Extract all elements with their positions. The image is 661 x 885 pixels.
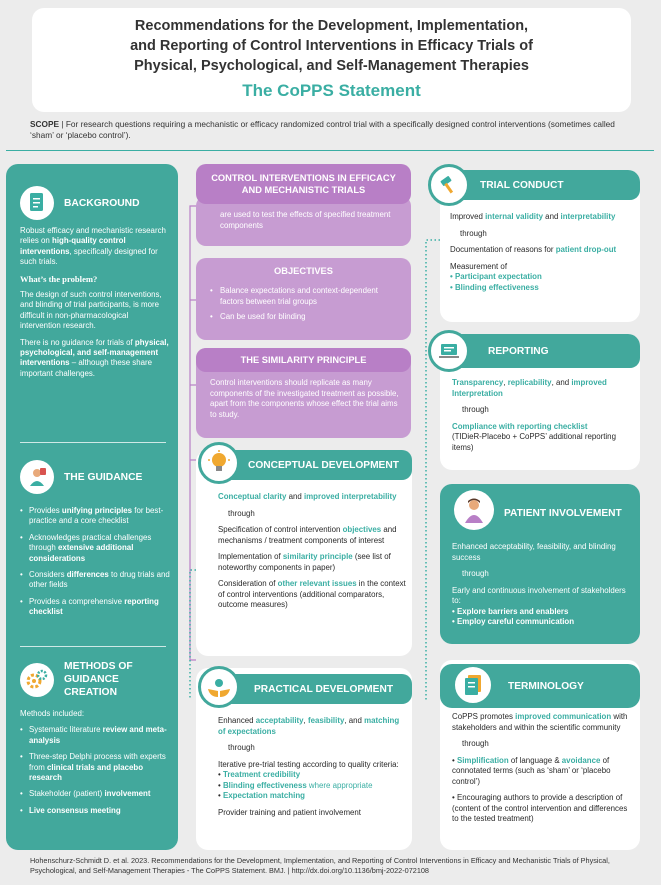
- reporting-line-1: Transparency, replicability, and improved Interpretation: [452, 378, 607, 398]
- reporting-line-3: (TIDieR-Placebo + CoPPS’ additional reporting items): [452, 432, 616, 452]
- conduct-bullet: • Participant expectation: [450, 272, 542, 281]
- methods-item: • Stakeholder (patient) involvement: [20, 789, 170, 799]
- document-icon: [20, 186, 54, 220]
- conceptual-line-1: Conceptual clarity and improved interpretability: [218, 492, 397, 501]
- patient-line-1: Enhanced acceptability, feasibility, and blinding success: [452, 542, 616, 562]
- terminology-heading: TERMINOLOGY: [440, 664, 640, 708]
- similarity-heading: THE SIMILARITY PRINCIPLE: [196, 348, 411, 372]
- scope-text: [30, 119, 630, 141]
- patient-heading: PATIENT INVOLVEMENT: [504, 508, 622, 519]
- section-divider: [20, 646, 166, 647]
- control-interventions-heading: CONTROL INTERVENTIONS IN EFFICACY AND MECHANISTIC TRIALS: [196, 164, 411, 204]
- similarity-box: Control interventions should replicate as many components of the investigated treatment as possible, apart from the components whose effect the trial aims to study.: [196, 348, 411, 438]
- terminology-bullet: • Encouraging authors to provide a description of (content of the control intervention and differences to the tested treatment): [452, 793, 628, 823]
- scope-body: | For research questions requiring a mechanistic or efficacy randomized control trial with a specifically designed control interventions (sometimes called ‘sham’ or ‘placebo control’).: [30, 119, 615, 140]
- objectives-heading: OBJECTIVES: [274, 266, 333, 276]
- through-label: through: [462, 405, 489, 414]
- guidance-section: [20, 460, 170, 624]
- reporting-heading: REPORTING: [440, 334, 640, 368]
- background-section: [20, 186, 170, 379]
- conceptual-line-4: Consideration of other relevant issues in the context of control interventions (additional comparators, outcome measures): [218, 579, 406, 609]
- methods-heading: METHODS OF GUIDANCE CREATION: [64, 661, 133, 698]
- conduct-bullet: • Blinding effectiveness: [450, 282, 539, 292]
- methods-item: • Systematic literature review and meta-analysis: [20, 725, 170, 746]
- conceptual-heading: CONCEPTUAL DEVELOPMENT: [210, 450, 412, 480]
- problem-question: What’s the problem?: [20, 273, 98, 284]
- conduct-line-1: Improved internal validity and interpretability: [450, 212, 616, 221]
- conduct-line-3: Measurement of: [450, 261, 508, 271]
- expert-icon: [20, 460, 54, 494]
- conduct-line-2: Documentation of reasons for patient drop-out: [450, 245, 617, 254]
- divider: [6, 150, 654, 151]
- through-label: through: [462, 569, 489, 578]
- practical-bullet: • Blinding effectiveness where appropriate: [218, 780, 373, 790]
- subtitle: The CoPPS Statement: [242, 81, 421, 100]
- patient-text: [452, 542, 634, 628]
- objectives-item: • Can be used for blinding: [210, 312, 399, 323]
- guidance-heading: THE GUIDANCE: [64, 471, 143, 483]
- section-divider: [20, 442, 166, 443]
- patient-bullet: • Employ careful communication: [452, 617, 575, 626]
- title-line-2: and Reporting of Control Interventions in Efficacy Trials of: [130, 38, 533, 54]
- patient-bullet: • Explore barriers and enablers: [452, 606, 569, 616]
- title-line-3: Physical, Psychological, and Self-Management Therapies: [134, 58, 529, 74]
- practical-line-3: Provider training and patient involvement: [218, 807, 361, 817]
- header-card: [32, 8, 631, 112]
- conceptual-line-3: Implementation of similarity principle (see list of noteworthy components in paper): [218, 552, 391, 572]
- methods-intro: Methods included:: [20, 709, 85, 718]
- trial-conduct-text: [450, 212, 634, 293]
- citation-line-2: Psychological, and Self-Management Therapies - The CoPPS Statement. BMJ. | http://dx.doi.org/10.1136/bmj-2022-072108: [30, 865, 429, 875]
- practical-line-1: Enhanced acceptability, feasibility, and matching of expectations: [218, 716, 400, 736]
- through-label: through: [460, 228, 487, 238]
- patient-icon: [454, 490, 494, 530]
- through-label: through: [462, 739, 489, 748]
- methods-item: • Live consensus meeting: [20, 806, 170, 816]
- through-label: through: [228, 508, 255, 518]
- citation-footer: [30, 856, 645, 875]
- terminology-bullet: • Simplification of language & avoidance of connotated terms (such as ‘sham’ or ‘placebo control’): [452, 755, 611, 786]
- gears-icon: [20, 663, 54, 697]
- connector-lines: [180, 160, 450, 720]
- reporting-text: [452, 378, 634, 453]
- background-p3: There is no guidance for trials of physical, psychological, and self-management interventions – although these share important challenges.: [20, 337, 169, 378]
- title-line-1: Recommendations for the Development, Implementation,: [134, 18, 529, 34]
- conceptual-line-2: Specification of control intervention objectives and mechanisms / treatment components of interest: [218, 525, 397, 545]
- background-p2: The design of such control interventions, and blinding of trial participants, is more difficult in non-pharmacological intervention research.: [20, 290, 162, 331]
- methods-item: • Three-step Delphi process with experts from clinical trials and placebo research: [20, 752, 170, 783]
- patient-line-2: Early and continuous involvement of stakeholders to:: [452, 585, 626, 605]
- objectives-item: • Balance expectations and context-dependent factors between trial groups: [210, 286, 399, 307]
- terminology-line-1: CoPPS promotes improved communication with stakeholders and within the scientific community: [452, 712, 628, 732]
- practical-heading: PRACTICAL DEVELOPMENT: [210, 674, 412, 704]
- trial-conduct-heading: TRIAL CONDUCT: [440, 170, 640, 200]
- practical-text: [218, 716, 406, 818]
- background-heading: BACKGROUND: [64, 197, 140, 209]
- control-interventions-box: are used to test the effects of specified treatment components: [196, 196, 411, 246]
- background-p1: Robust efficacy and mechanistic research relies on high-quality control interventions, specifically designed for such trials.: [20, 226, 166, 267]
- through-label: through: [228, 743, 255, 752]
- practical-bullet: • Treatment credibility: [218, 770, 301, 779]
- practical-bullet: • Expectation matching: [218, 791, 305, 800]
- terminology-text: [452, 712, 636, 825]
- citation-line-1: Hohenschurz-Schmidt D. et al. 2023. Recommendations for the Development, Implementation, and Reporting of Control Interventions in Efficacy and Mechanistic Trials of Physical,: [30, 856, 610, 865]
- practical-line-2: Iterative pre-trial testing according to quality criteria:: [218, 759, 399, 769]
- methods-section: [20, 660, 170, 822]
- documents-icon: [452, 664, 494, 706]
- guidance-item: • Provides unifying principles for best-practice and a core checklist: [20, 506, 170, 527]
- guidance-item: • Acknowledges practical challenges through extensive additional considerations: [20, 533, 170, 564]
- reporting-line-2: Compliance with reporting checklist: [452, 421, 588, 431]
- left-column: [6, 164, 178, 850]
- guidance-item: • Provides a comprehensive reporting checklist: [20, 597, 170, 618]
- scope-label: SCOPE: [30, 119, 60, 129]
- guidance-item: • Considers differences to drug trials and other fields: [20, 570, 170, 591]
